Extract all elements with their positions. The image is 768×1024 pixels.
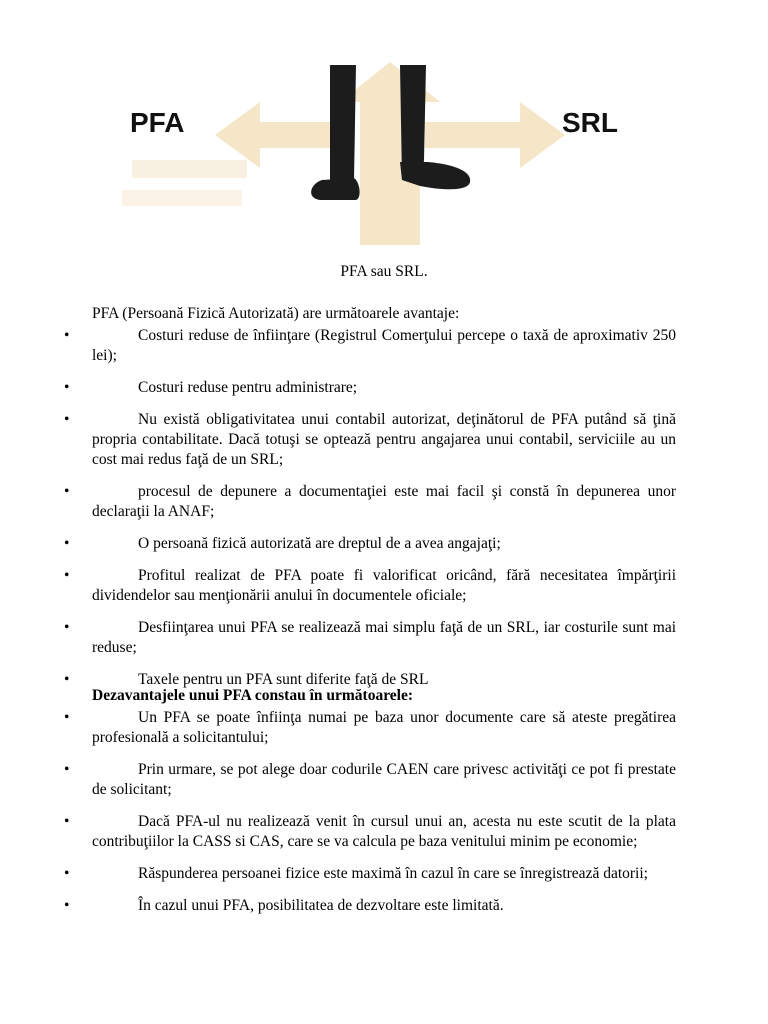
list-item-text: Răspunderea persoanei fizice este maximă în cazul în care se înregistrează datorii; bbox=[138, 865, 648, 882]
list-item-text: Costuri reduse pentru administrare; bbox=[138, 379, 358, 396]
bullet-icon: • bbox=[64, 483, 70, 500]
list-item-text: În cazul unui PFA, posibilitatea de dezvoltare este limitată. bbox=[138, 897, 504, 914]
list-item-text: O persoană fizică autorizată are dreptul de a avea angajaţi; bbox=[138, 535, 501, 552]
list-item bbox=[0, 534, 768, 554]
list-item-text: Nu există obligativitatea unui contabil autorizat, deţinătorul de PFA putând să ţină propria contabilitate. Dacă totuşi se optează pentru angajarea unui contabil, serviciile au un cost mai redus faţă de un SRL; bbox=[92, 411, 676, 468]
bullet-icon: • bbox=[64, 813, 70, 830]
advantages-intro: PFA (Persoană Fizică Autorizată) are următoarele avantaje: bbox=[92, 305, 460, 322]
list-item bbox=[0, 812, 768, 852]
bullet-icon: • bbox=[64, 567, 70, 584]
bullet-icon: • bbox=[64, 327, 70, 344]
hero-illustration bbox=[110, 60, 670, 245]
disadvantages-list bbox=[0, 708, 768, 916]
bullet-icon: • bbox=[64, 411, 70, 428]
list-item-text: procesul de depunere a documentaţiei este mai facil şi constă în depunerea unor declaraţii la ANAF; bbox=[92, 483, 676, 520]
list-item-text: Un PFA se poate înfiinţa numai pe baza unor documente care să ateste pregătirea profesională a solicitantului; bbox=[92, 709, 676, 746]
bullet-icon: • bbox=[64, 535, 70, 552]
list-item-text: Profitul realizat de PFA poate fi valorificat oricând, fără necesitatea împărţirii dividendelor sau menţionării anului în documentele oficiale; bbox=[92, 567, 676, 604]
list-item-text: Prin urmare, se pot alege doar codurile CAEN care privesc activităţi ce pot fi prestate de solicitant; bbox=[92, 761, 676, 798]
hero-left-label: PFA bbox=[130, 107, 185, 138]
bullet-icon: • bbox=[64, 619, 70, 636]
list-item bbox=[0, 482, 768, 522]
bullet-icon: • bbox=[64, 761, 70, 778]
document-title: PFA sau SRL. bbox=[340, 263, 428, 280]
list-item bbox=[0, 896, 768, 916]
list-item bbox=[0, 566, 768, 606]
list-item-text: Taxele pentru un PFA sunt diferite faţă de SRL bbox=[138, 671, 429, 688]
list-item bbox=[0, 760, 768, 800]
bullet-icon: • bbox=[64, 709, 70, 726]
list-item bbox=[0, 618, 768, 658]
list-item bbox=[0, 326, 768, 366]
list-item-text: Dacă PFA-ul nu realizează venit în cursul unui an, acesta nu este scutit de la plata contribuţiilor la CASS si CAS, care se va calcula pe baza venitului minim pe economie; bbox=[92, 813, 676, 850]
advantages-list bbox=[0, 326, 768, 690]
bullet-icon: • bbox=[64, 897, 70, 914]
list-item bbox=[0, 378, 768, 398]
bullet-icon: • bbox=[64, 379, 70, 396]
list-item-text: Desfiinţarea unui PFA se realizează mai simplu faţă de un SRL, iar costurile sunt mai reduse; bbox=[92, 619, 676, 656]
list-item bbox=[0, 410, 768, 470]
disadvantages-intro: Dezavantajele unui PFA constau în următoarele: bbox=[92, 687, 414, 704]
list-item bbox=[0, 708, 768, 748]
bullet-icon: • bbox=[64, 671, 70, 688]
bullet-icon: • bbox=[64, 865, 70, 882]
list-item bbox=[0, 864, 768, 884]
hero-right-label: SRL bbox=[562, 107, 618, 138]
crossroads-illustration bbox=[110, 60, 670, 245]
list-item-text: Costuri reduse de înfiinţare (Registrul Comerţului percepe o taxă de aproximativ 250 lei); bbox=[92, 327, 676, 364]
